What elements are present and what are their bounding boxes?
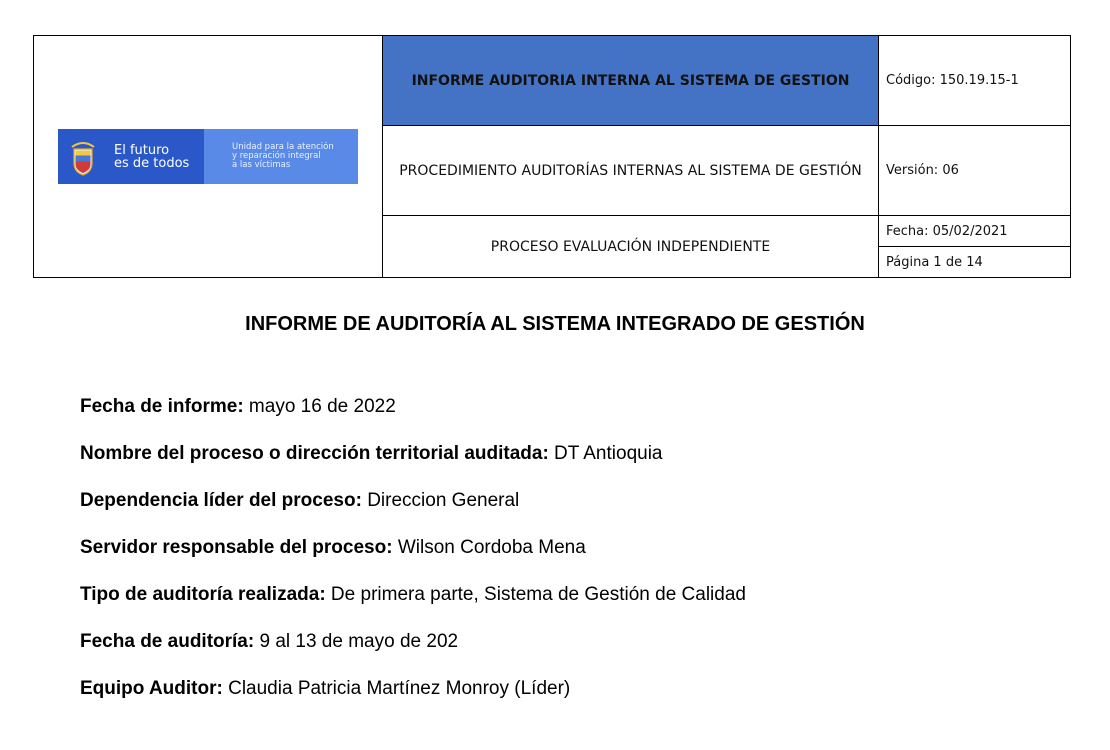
field-audit-type (80, 580, 746, 627)
field-value: Direccion General (361, 490, 520, 511)
document-date: Fecha: 05/02/2021 (879, 216, 1071, 247)
field-audited-process (80, 439, 746, 486)
report-header-title: INFORME AUDITORIA INTERNA AL SISTEMA DE GESTION (383, 36, 879, 126)
slogan-line-2: es de todos (114, 155, 190, 171)
field-value: Wilson Cordoba Mena (392, 537, 586, 558)
field-label: Servidor responsable del proceso: (80, 537, 393, 558)
procedure-name: PROCEDIMIENTO AUDITORÍAS INTERNAS AL SISTEMA DE GESTIÓN (383, 126, 879, 216)
field-label: Equipo Auditor: (80, 678, 223, 699)
field-audit-team (80, 674, 746, 721)
document-version: Versión: 06 (879, 126, 1071, 216)
field-label: Dependencia líder del proceso: (80, 490, 362, 511)
field-lead-unit (80, 486, 746, 533)
unit-name-line-2: y reparación integral (232, 151, 321, 161)
unit-name-line-1: Unidad para la atención (232, 142, 334, 152)
field-value: mayo 16 de 2022 (243, 396, 396, 417)
field-responsible-officer (80, 533, 746, 580)
field-audit-date (80, 627, 746, 674)
field-label: Tipo de auditoría realizada: (80, 584, 326, 605)
page-number: Página 1 de 14 (879, 247, 1071, 278)
process-name: PROCESO EVALUACIÓN INDEPENDIENTE (383, 216, 879, 278)
field-value: De primera parte, Sistema de Gestión de Calidad (325, 584, 746, 605)
slogan-line-1: El futuro (114, 142, 170, 158)
page-title: INFORME DE AUDITORÍA AL SISTEMA INTEGRADO DE GESTIÓN (245, 313, 865, 335)
field-label: Fecha de auditoría: (80, 631, 255, 652)
organization-logo (58, 129, 358, 184)
field-label: Fecha de informe: (80, 396, 244, 417)
unit-name-line-3: a las víctimas (232, 160, 291, 170)
document-header-table (33, 35, 1071, 278)
logo-cell (34, 36, 383, 278)
field-value: 9 al 13 de mayo de 202 (254, 631, 459, 652)
field-label: Nombre del proceso o dirección territorial auditada: (80, 443, 549, 464)
field-value: DT Antioquia (548, 443, 663, 464)
coat-of-arms-icon (68, 137, 98, 177)
field-value: Claudia Patricia Martínez Monroy (Líder) (222, 678, 571, 699)
report-fields (80, 392, 746, 721)
field-report-date (80, 392, 746, 439)
document-code: Código: 150.19.15-1 (879, 36, 1071, 126)
